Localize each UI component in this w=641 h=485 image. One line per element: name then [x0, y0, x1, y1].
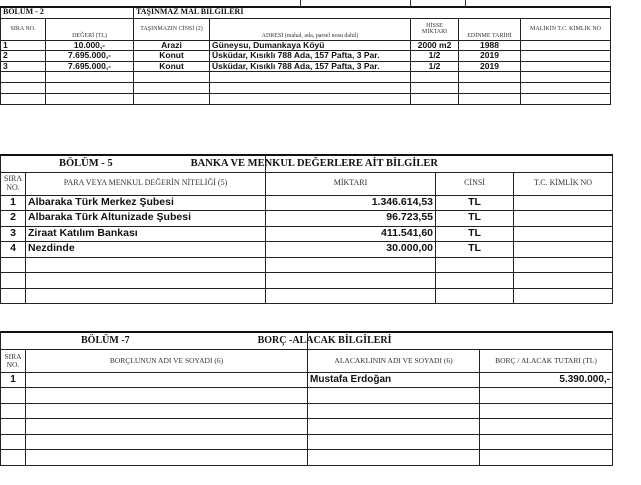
section-title: TAŞINMAZ MAL BİLGİLERİ: [134, 7, 611, 18]
table-row: [1, 51, 611, 62]
col-sira: SIRA NO.: [1, 349, 26, 372]
cell-id: [514, 195, 613, 211]
cell-id: [514, 242, 613, 258]
section-label: BÖLÜM -7: [81, 335, 130, 347]
cell-address: Güneysu, Dumankaya Köyü: [210, 40, 411, 51]
cell-no: 4: [1, 242, 26, 258]
table-row: [1, 242, 613, 258]
empty-row: [1, 288, 613, 304]
cell-currency: TL: [436, 195, 514, 211]
empty-row: [1, 434, 613, 450]
cell-creditor: Mustafa Erdoğan: [308, 372, 480, 388]
section-header-band: [1, 7, 611, 18]
cell-id: [514, 211, 613, 227]
cell-share: 1/2: [411, 61, 459, 72]
empty-row: [1, 450, 613, 466]
debt-table: [0, 331, 613, 466]
table-row: [1, 211, 613, 227]
section-7-debt: [0, 331, 612, 466]
section-title: BANKA VE MENKUL DEĞERLERE AİT BİLGİLER: [190, 157, 438, 169]
section-2-property: [0, 6, 610, 105]
table-row: [1, 226, 613, 242]
col-cinsi: TAŞINMAZIN CİNSİ (2): [134, 18, 210, 40]
cell-amount: 30.000,00: [266, 242, 436, 258]
cell-value: 7.695.000,-: [46, 51, 134, 62]
col-tutar: BORÇ / ALACAK TUTARI (TL): [480, 349, 613, 372]
cell-description: Albaraka Türk Altunizade Şubesi: [26, 211, 266, 227]
empty-row: [1, 94, 611, 105]
col-sira: SIRA NO.: [1, 172, 26, 195]
table-row: [1, 61, 611, 72]
col-borclu: BORÇLUNUN ADI VE SOYADI (6): [26, 349, 308, 372]
cell-type: Konut: [134, 61, 210, 72]
col-cinsi: CİNSİ: [436, 172, 514, 195]
tick-mark: [300, 0, 301, 7]
cell-no: 1: [1, 40, 46, 51]
cell-debtor: [26, 372, 308, 388]
column-headers: [1, 172, 613, 195]
section-5-bank: [0, 154, 612, 304]
cell-value: 7.695.000,-: [46, 61, 134, 72]
table-row: [1, 372, 613, 388]
cell-no: 3: [1, 61, 46, 72]
cell-description: Albaraka Türk Merkez Şubesi: [26, 195, 266, 211]
cell-type: Konut: [134, 51, 210, 62]
empty-row: [1, 83, 611, 94]
cell-amount: 411.541,60: [266, 226, 436, 242]
section-label: BÖLÜM - 5: [59, 157, 113, 169]
cell-type: Arazi: [134, 40, 210, 51]
cell-amount: 5.390.000,-: [480, 372, 613, 388]
section-label: BÖLÜM - 2: [1, 7, 134, 18]
cell-no: 2: [1, 211, 26, 227]
col-sira: SIRA NO.: [1, 18, 46, 40]
cell-description: Nezdinde: [26, 242, 266, 258]
col-miktar: MİKTARI: [266, 172, 436, 195]
cell-currency: TL: [436, 211, 514, 227]
col-nitelik: PARA VEYA MENKUL DEĞERİN NİTELİĞİ (5): [26, 172, 266, 195]
cell-amount: 1.346.614,53: [266, 195, 436, 211]
cell-date: 1988: [459, 40, 521, 51]
empty-row: [1, 403, 613, 419]
empty-row: [1, 273, 613, 289]
col-malik: MALİKİN T.C. KİMLİK NO: [521, 18, 611, 40]
col-edinme: EDİNME TARİHİ: [459, 18, 521, 40]
property-table: [0, 6, 611, 105]
cell-no: 2: [1, 51, 46, 62]
col-degeri: DEĞERİ (TL): [46, 18, 134, 40]
cell-value: 10.000,-: [46, 40, 134, 51]
cell-date: 2019: [459, 61, 521, 72]
tick-mark: [465, 0, 466, 7]
cell-id: [521, 51, 611, 62]
cell-no: 1: [1, 195, 26, 211]
cell-id: [514, 226, 613, 242]
col-alacakli: ALACAKLININ ADI VE SOYADI (6): [308, 349, 480, 372]
cell-share: 1/2: [411, 51, 459, 62]
cell-currency: TL: [436, 226, 514, 242]
cell-amount: 96.723,55: [266, 211, 436, 227]
cell-no: 1: [1, 372, 26, 388]
tick-mark: [410, 0, 411, 7]
empty-row: [1, 388, 613, 404]
empty-row: [1, 72, 611, 83]
cell-currency: TL: [436, 242, 514, 258]
cell-address: Üsküdar, Kısıklı 788 Ada, 157 Pafta, 3 Par.: [210, 51, 411, 62]
cell-id: [521, 61, 611, 72]
column-headers: [1, 18, 611, 40]
cell-date: 2019: [459, 51, 521, 62]
empty-row: [1, 419, 613, 435]
col-adres: ADRESİ (mahal, ada, parsel nosu dahil): [210, 18, 411, 40]
column-headers: [1, 349, 613, 372]
section-title: BORÇ -ALACAK BİLGİLERİ: [257, 335, 392, 347]
col-hisse: HİSSE MİKTARI: [411, 18, 459, 40]
section-title-wrap: [1, 155, 438, 172]
cell-share: 2000 m2: [411, 40, 459, 51]
cell-id: [521, 40, 611, 51]
col-tc: T.C. KİMLİK NO: [514, 172, 613, 195]
table-row: [1, 195, 613, 211]
section-title-wrap: [1, 332, 392, 349]
bank-table: [0, 154, 613, 304]
cell-address: Üsküdar, Kısıklı 788 Ada, 157 Pafta, 3 Par.: [210, 61, 411, 72]
section-header-band: [1, 155, 613, 172]
empty-row: [1, 257, 613, 273]
cell-no: 3: [1, 226, 26, 242]
cell-description: Ziraat Katılım Bankası: [26, 226, 266, 242]
table-row: [1, 40, 611, 51]
section-header-band: [1, 332, 613, 349]
